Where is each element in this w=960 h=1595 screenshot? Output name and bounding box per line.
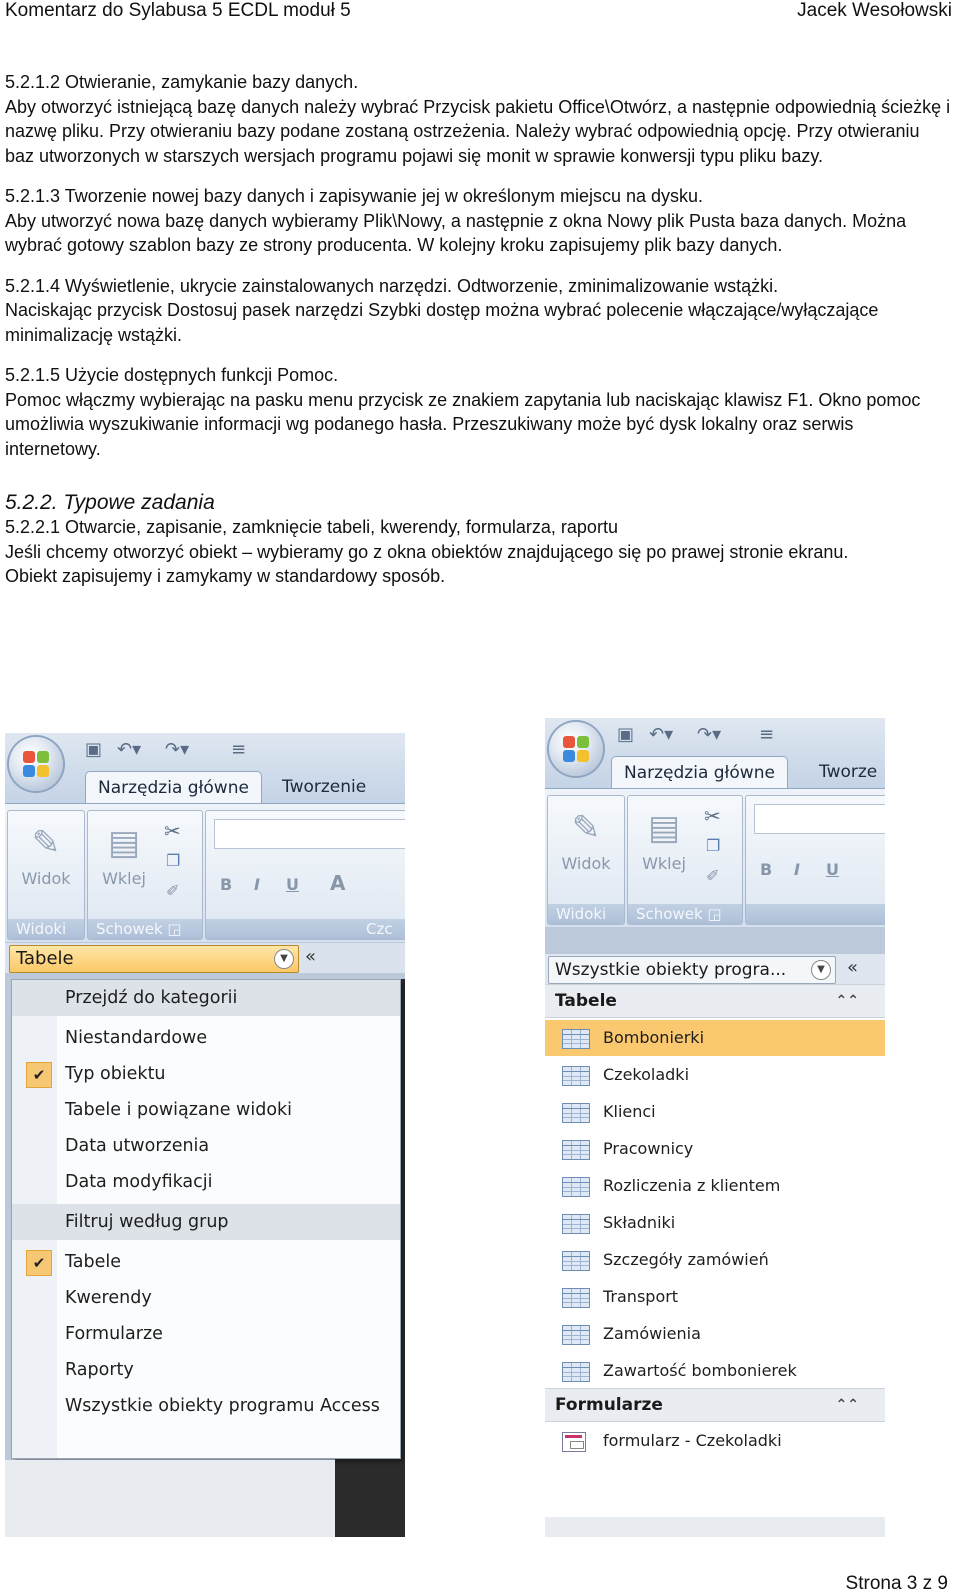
section-title: 5.2.1.3 Tworzenie nowej bazy danych i zapisywanie jej w określonym miejscu na dysku.	[5, 186, 704, 206]
table-icon	[562, 1103, 590, 1123]
section-label: Tabele	[555, 991, 617, 1011]
navigation-pane	[545, 954, 885, 1537]
table-icon	[562, 1029, 590, 1049]
nav-select-label: Tabele	[16, 948, 74, 969]
access-screenshot-menu	[5, 733, 405, 1537]
title-bar	[5, 733, 405, 803]
table-icon	[562, 1140, 590, 1160]
customize-qat-icon[interactable]: ≡	[759, 724, 775, 745]
redo-icon[interactable]: ↷▾	[697, 724, 722, 745]
group-label: Czc	[206, 919, 405, 939]
group-label	[746, 904, 885, 924]
table-item[interactable]	[545, 1316, 885, 1352]
page-number: Strona 3 z 9	[845, 1573, 948, 1594]
group-label-text: Schowek	[636, 905, 703, 923]
italic-button[interactable]: I	[794, 860, 800, 879]
menu-header-navigate: Przejdź do kategorii	[12, 980, 400, 1016]
table-item[interactable]	[545, 1168, 885, 1204]
nav-pane-empty	[5, 1460, 335, 1537]
tab-home[interactable]: Narzędzia główne	[611, 756, 788, 789]
tab-create[interactable]: Tworze	[819, 762, 878, 782]
group-views	[7, 810, 85, 940]
menu-item-forms[interactable]: Formularze	[65, 1324, 163, 1344]
section-tables[interactable]	[545, 984, 885, 1018]
chevron-down-icon[interactable]: ▼	[274, 949, 294, 969]
table-icon	[562, 1362, 590, 1382]
section-subtitle: 5.2.2.1 Otwarcie, zapisanie, zamknięcie tabeli, kwerendy, formularza, raportu	[5, 517, 618, 537]
customize-qat-icon[interactable]: ≡	[231, 739, 247, 760]
ribbon	[5, 803, 405, 942]
menu-item-tables[interactable]	[12, 1244, 400, 1280]
office-logo-icon	[23, 751, 49, 777]
view-button[interactable]	[16, 821, 76, 888]
table-icon	[562, 1177, 590, 1197]
section-text: Aby utworzyć nowa bazę danych wybieramy Plik\Nowy, a następnie z okna Nowy plik Pusta baza danych. Można wybrać gotowy szablon bazy ze strony producenta. W kolejny kroku zapisujemy plik bazy danych.	[5, 210, 907, 255]
form-item[interactable]	[545, 1423, 885, 1459]
table-item[interactable]	[545, 1353, 885, 1389]
group-views	[547, 795, 625, 925]
format-painter-icon[interactable]: ✐	[706, 866, 720, 885]
group-label: Widoki	[8, 919, 84, 939]
ribbon	[545, 788, 885, 927]
check-icon: ✔	[26, 1250, 52, 1276]
menu-item-queries[interactable]: Kwerendy	[65, 1288, 152, 1308]
table-item[interactable]	[545, 1094, 885, 1130]
section-title: 5.2.1.4 Wyświetlenie, ukrycie zainstalowanych narzędzi. Odtworzenie, zminimalizowanie wstążki.	[5, 275, 779, 296]
table-item-label: Zamówienia	[603, 1324, 701, 1343]
save-icon[interactable]: ▣	[85, 739, 103, 760]
menu-item-tables-related[interactable]: Tabele i powiązane widoki	[65, 1100, 293, 1120]
group-label: Widoki	[548, 904, 624, 924]
nav-pane-header	[545, 954, 885, 984]
format-painter-icon[interactable]: ✐	[166, 881, 180, 900]
table-icon	[562, 1288, 590, 1308]
table-item-label: Pracownicy	[603, 1139, 694, 1158]
office-button[interactable]	[549, 722, 603, 776]
table-item-label: Bombonierki	[603, 1028, 705, 1047]
check-icon: ✔	[26, 1062, 52, 1088]
table-icon	[562, 1066, 590, 1086]
table-item-label: Transport	[603, 1287, 679, 1306]
paste-button[interactable]	[634, 806, 694, 873]
tab-home[interactable]: Narzędzia główne	[85, 771, 262, 804]
nav-pane-header	[5, 943, 405, 973]
font-color-button[interactable]: A	[330, 871, 346, 895]
section-title: 5.2.1.5 Użycie dostępnych funkcji Pomoc.	[5, 365, 339, 385]
section-title: 5.2.1.2 Otwieranie, zamykanie bazy danych.	[5, 72, 359, 92]
view-button-label: Widok	[21, 869, 71, 888]
table-item-label: Składniki	[603, 1213, 676, 1232]
group-label	[88, 919, 202, 939]
document-body	[5, 70, 953, 589]
group-label-text: Schowek	[96, 920, 163, 938]
form-item-label: formularz - Czekoladki	[603, 1431, 782, 1450]
bold-button[interactable]: B	[760, 860, 773, 879]
collapse-up-icon[interactable]: ⌃⌃	[835, 1397, 859, 1413]
header-right: Jacek Wesołowski	[797, 0, 952, 21]
office-button[interactable]	[9, 737, 63, 791]
dialog-launcher-icon[interactable]: ◲	[167, 920, 182, 938]
font-name-box[interactable]	[214, 819, 405, 849]
group-label	[628, 904, 742, 924]
table-item-label: Zawartość bombonierek	[603, 1361, 797, 1380]
group-clipboard	[627, 795, 743, 925]
menu-item-reports[interactable]: Raporty	[65, 1360, 134, 1380]
table-item-label: Klienci	[603, 1102, 656, 1121]
category-menu	[11, 979, 401, 1459]
undo-icon[interactable]: ↶▾	[117, 739, 142, 760]
table-icon	[562, 1214, 590, 1234]
title-bar	[545, 718, 885, 788]
menu-item-object-type[interactable]	[12, 1056, 400, 1092]
nav-pane-bottom	[545, 1517, 885, 1537]
section-text: Aby otworzyć istniejącą bazę danych należy wybrać Przycisk pakietu Office\Otwórz, a następnie odpowiednią ścieżkę i nazwę pliku. Przy otwieraniu bazy podane zostaną ostrzeżenia. Należy wybrać odpowiednią opcję. Przy otwieraniu baz utworzonych w starszych wersjach programu pojawi się monit w sprawie konwersji typu pliku bazy.	[5, 96, 951, 166]
table-item[interactable]	[545, 1242, 885, 1278]
dialog-launcher-icon[interactable]: ◲	[707, 905, 722, 923]
copy-icon[interactable]: ❐	[706, 836, 721, 855]
bold-button[interactable]: B	[220, 875, 233, 894]
table-item-label: Rozliczenia z klientem	[603, 1176, 781, 1195]
paste-button-label: Wklej	[102, 869, 146, 888]
table-item[interactable]	[545, 1131, 885, 1167]
redo-icon[interactable]: ↷▾	[165, 739, 190, 760]
view-icon: ✎	[31, 823, 61, 863]
menu-item-modified-date[interactable]: Data modyfikacji	[65, 1172, 213, 1192]
table-item-label: Czekoladki	[603, 1065, 690, 1084]
underline-button[interactable]: U	[286, 875, 299, 894]
font-name-box[interactable]	[754, 804, 885, 834]
save-icon[interactable]: ▣	[617, 724, 635, 745]
cut-icon[interactable]: ✂	[704, 804, 721, 828]
group-font	[205, 810, 405, 940]
section-text: Naciskając przycisk Dostosuj pasek narzędzi Szybki dostęp można wybrać polecenie włączające/wyłączające minimalizację wstążki.	[5, 300, 879, 345]
nav-category-select[interactable]	[548, 956, 836, 984]
header-left: Komentarz do Sylabusa 5 ECDL moduł 5	[5, 0, 351, 21]
office-logo-icon	[563, 736, 589, 762]
collapse-pane-button[interactable]: «	[847, 957, 859, 978]
copy-icon[interactable]: ❐	[166, 851, 181, 870]
table-item[interactable]	[545, 1279, 885, 1315]
section-heading: 5.2.2. Typowe zadania	[5, 491, 215, 514]
paste-button-label: Wklej	[642, 854, 686, 873]
menu-item-custom[interactable]: Niestandardowe	[65, 1028, 208, 1048]
collapse-up-icon[interactable]: ⌃⌃	[835, 993, 859, 1009]
menu-item-label: Tabele	[65, 1252, 122, 1272]
paste-button[interactable]	[94, 821, 154, 888]
form-icon	[562, 1432, 586, 1452]
section-forms[interactable]	[545, 1388, 885, 1422]
menu-header-filter: Filtruj według grup	[12, 1204, 400, 1240]
group-clipboard	[87, 810, 203, 940]
view-icon: ✎	[571, 808, 601, 848]
table-item[interactable]	[545, 1057, 885, 1093]
section-label: Formularze	[555, 1395, 663, 1415]
collapse-pane-button[interactable]: «	[305, 946, 317, 967]
section-text: Jeśli chcemy otworzyć obiekt – wybieramy go z okna obiektów znajdującego się po prawej stronie ekranu.	[5, 541, 849, 562]
chevron-down-icon[interactable]: ▼	[811, 960, 831, 980]
table-item[interactable]	[545, 1020, 885, 1056]
table-icon	[562, 1251, 590, 1271]
undo-icon[interactable]: ↶▾	[649, 724, 674, 745]
group-font	[745, 795, 885, 925]
table-item-label: Szczegóły zamówień	[603, 1250, 769, 1269]
menu-item-all-objects[interactable]: Wszystkie obiekty programu Access	[65, 1396, 380, 1416]
section-text: Pomoc włączmy wybierając na pasku menu przycisk ze znakiem zapytania lub naciskając klawisz F1. Okno pomoc umożliwia wyszukiwanie informacji wg podanego hasła. Przeszukiwany może być dysk lokalny oraz serwis internetowy.	[5, 389, 921, 459]
menu-item-label: Typ obiektu	[65, 1064, 166, 1084]
cut-icon[interactable]: ✂	[164, 819, 181, 843]
nav-select-label: Wszystkie obiekty progra...	[555, 960, 787, 980]
access-screenshot-nav-pane	[545, 718, 885, 1537]
section-text: Obiekt zapisujemy i zamykamy w standardowy sposób.	[5, 566, 446, 586]
nav-category-select[interactable]	[9, 945, 299, 973]
table-icon	[562, 1325, 590, 1345]
italic-button[interactable]: I	[254, 875, 260, 894]
underline-button[interactable]: U	[826, 860, 839, 879]
view-button[interactable]	[556, 806, 616, 873]
view-button-label: Widok	[561, 854, 611, 873]
paste-icon: ▤	[647, 808, 681, 848]
menu-item-created-date[interactable]: Data utworzenia	[65, 1136, 210, 1156]
tab-create[interactable]: Tworzenie	[282, 777, 367, 797]
table-item[interactable]	[545, 1205, 885, 1241]
paste-icon: ▤	[107, 823, 141, 863]
